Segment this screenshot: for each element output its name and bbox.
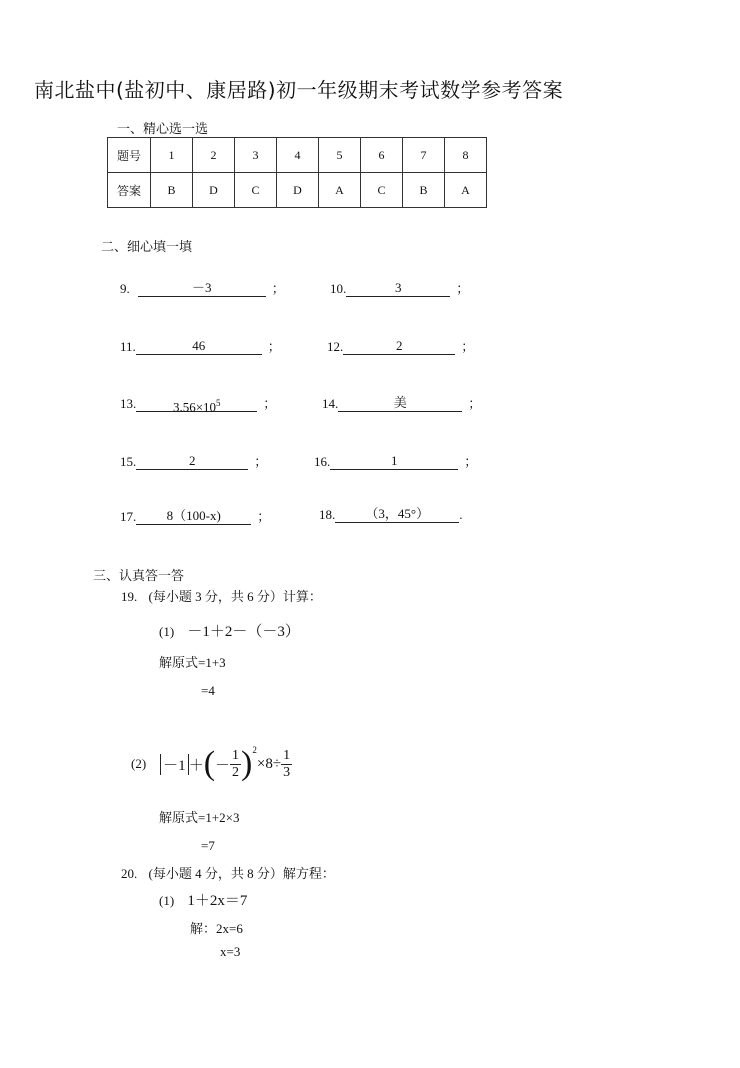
- page-title: 南北盐中(盐初中、康居路)初一年级期末考试数学参考答案: [34, 78, 564, 102]
- item-label: 11.: [120, 339, 136, 354]
- answer-blank: （3，45°）: [335, 506, 459, 523]
- item-label: 10.: [330, 281, 347, 296]
- answer-cell: B: [151, 173, 193, 208]
- q20-header: [121, 863, 335, 882]
- row-header-answer: 答案: [108, 173, 151, 208]
- table-row-answers: [108, 173, 487, 208]
- fraction: [281, 748, 292, 780]
- answer-cell: C: [235, 173, 277, 208]
- q19-description: (每小题 3 分，共 6 分）计算：: [148, 589, 322, 604]
- item-label: 12.: [327, 339, 344, 354]
- item-label: 14.: [322, 396, 339, 411]
- q19-label: 19.: [121, 589, 138, 604]
- item-end: ；: [263, 396, 277, 411]
- q19-part1-step1: 解原式=1+3: [159, 655, 226, 670]
- math-expression: 1＋2x＝7: [187, 893, 248, 909]
- answer-blank: 8（100-x): [136, 508, 251, 525]
- section-1-heading: 一、精心选一选: [117, 122, 209, 137]
- item-label: 15.: [120, 454, 137, 469]
- fill-item-11: [120, 336, 281, 355]
- plus-sign: ＋: [188, 757, 204, 774]
- numerator: 1: [283, 748, 291, 764]
- item-end: ；: [461, 339, 475, 354]
- answer-cell: D: [193, 173, 235, 208]
- answer-table: [107, 137, 487, 208]
- section-2-heading: 二、细心填一填: [101, 240, 193, 255]
- question-number: 7: [403, 138, 445, 173]
- question-number: 5: [319, 138, 361, 173]
- item-end: ；: [456, 281, 470, 296]
- left-paren: (: [203, 745, 216, 782]
- exponent: 5: [216, 398, 221, 408]
- answer-value: 3.56×10: [172, 399, 217, 415]
- exponent: 2: [252, 745, 257, 755]
- item-end: ；: [257, 509, 271, 524]
- numerator: 1: [232, 748, 240, 764]
- item-label: 18.: [319, 507, 336, 522]
- fill-item-15: [120, 451, 267, 470]
- fraction: [230, 748, 241, 780]
- q19-part2-step1: 解原式=1+2×3: [159, 810, 240, 825]
- question-number: 2: [193, 138, 235, 173]
- q19-header: [121, 586, 322, 605]
- fill-item-9: [120, 278, 285, 297]
- answer-cell: C: [361, 173, 403, 208]
- item-end: ；: [464, 454, 478, 469]
- question-number: 4: [277, 138, 319, 173]
- denominator: 3: [283, 764, 291, 780]
- answer-blank: －3: [138, 280, 266, 297]
- answer-cell: A: [445, 173, 487, 208]
- item-label: 13.: [120, 396, 137, 411]
- question-number: 6: [361, 138, 403, 173]
- right-paren: ): [241, 745, 253, 782]
- answer-blank: [136, 395, 257, 415]
- fill-item-17: [120, 506, 270, 525]
- fill-item-12: [327, 336, 474, 355]
- answer-blank: 2: [136, 453, 248, 470]
- answer-cell: D: [277, 173, 319, 208]
- part-label: (2): [131, 756, 147, 771]
- q20-part1: [159, 889, 247, 910]
- math-expression: －1＋2－（－3）: [187, 624, 300, 640]
- q20-part1-step1: 解：2x=6: [190, 921, 243, 936]
- table-row-numbers: [108, 138, 487, 173]
- answer-cell: B: [403, 173, 445, 208]
- minus-sign: －: [215, 757, 231, 774]
- q20-description: (每小题 4 分，共 8 分）解方程：: [148, 866, 335, 881]
- q20-part1-step2: x=3: [220, 944, 241, 959]
- part-label: (1): [159, 893, 175, 908]
- absolute-value: －1: [160, 754, 189, 775]
- operators: ×8÷: [256, 755, 282, 772]
- question-number: 8: [445, 138, 487, 173]
- section-3-heading: 三、认真答一答: [93, 569, 185, 584]
- question-number: 1: [151, 138, 193, 173]
- q19-part1-step2: =4: [201, 683, 215, 698]
- item-label: 16.: [314, 454, 331, 469]
- fill-item-14: [322, 393, 481, 412]
- math-expression: [160, 747, 292, 781]
- answer-blank: 46: [136, 338, 262, 355]
- question-number: 3: [235, 138, 277, 173]
- fill-item-13: [120, 393, 277, 415]
- item-label: 9.: [120, 281, 130, 296]
- denominator: 2: [232, 764, 240, 780]
- item-end: ；: [254, 454, 268, 469]
- q19-part2: [131, 747, 292, 781]
- fill-item-16: [314, 451, 477, 470]
- answer-cell: A: [319, 173, 361, 208]
- answer-blank: 1: [330, 453, 458, 470]
- q19-part2-step2: =7: [201, 838, 215, 853]
- part-label: (1): [159, 624, 175, 639]
- q20-label: 20.: [121, 866, 138, 881]
- item-end: ；: [468, 396, 482, 411]
- item-end: ；: [271, 281, 285, 296]
- fill-item-10: [330, 278, 469, 297]
- answer-blank: 3: [346, 280, 450, 297]
- answer-blank: 2: [343, 338, 455, 355]
- row-header-question: 题号: [108, 138, 151, 173]
- item-end: .: [459, 507, 463, 522]
- fill-item-18: [319, 506, 463, 523]
- item-end: ；: [267, 339, 281, 354]
- q19-part1: [159, 620, 300, 641]
- item-label: 17.: [120, 509, 137, 524]
- answer-blank: 美: [338, 395, 462, 412]
